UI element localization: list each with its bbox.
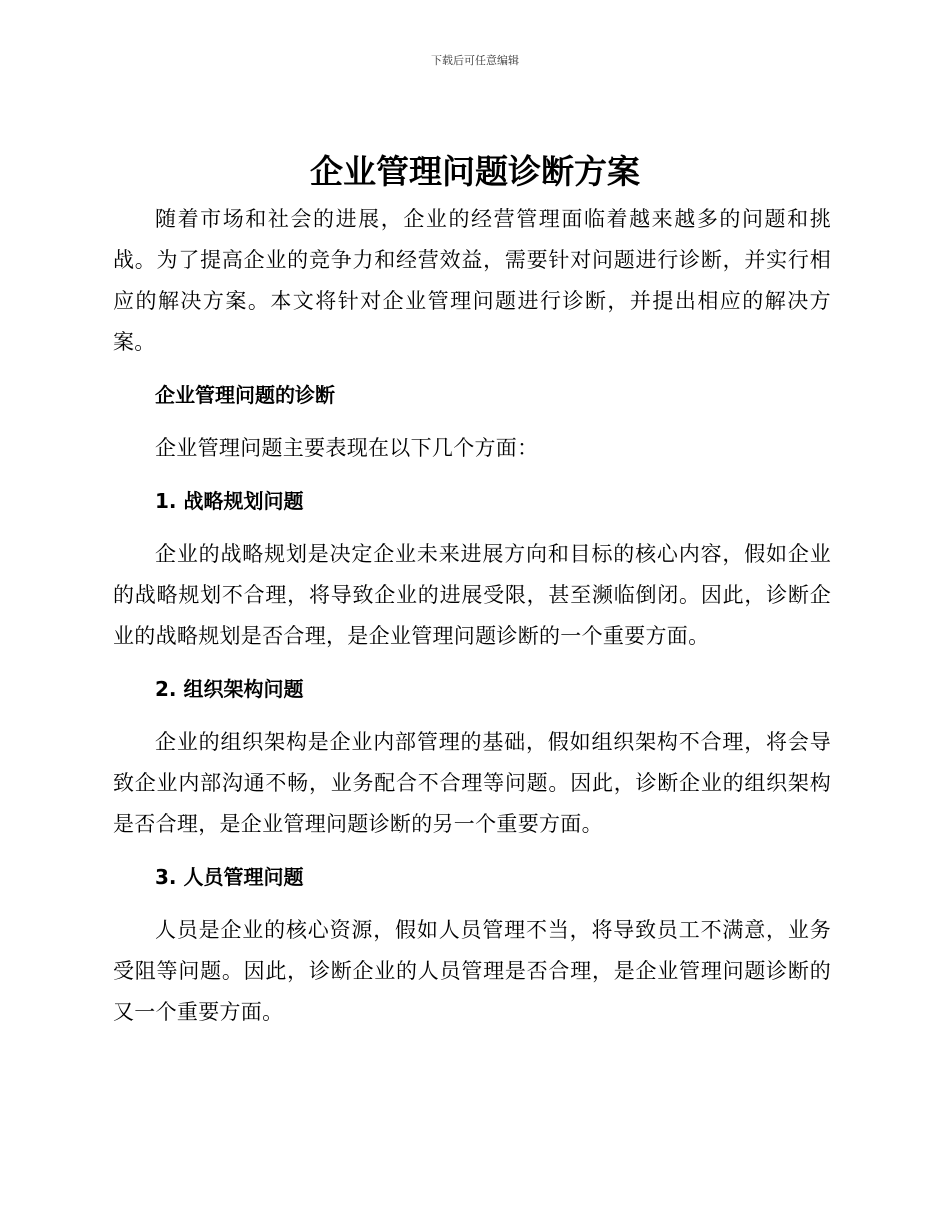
section-intro-paragraph: 企业管理问题主要表现在以下几个方面： xyxy=(155,436,539,460)
item-heading-organization: 2. 组织架构问题 xyxy=(155,677,304,701)
item-body-organization: 企业的组织架构是企业内部管理的基础，假如组织架构不合理，将会导致企业内部沟通不畅，业务配合不合理等问题。因此，诊断企业的组织架构是否合理，是企业管理问题诊断的另一个重要方面。 xyxy=(113,730,831,836)
spacer xyxy=(113,898,831,910)
document-title: 企业管理问题诊断方案 xyxy=(310,152,640,191)
spacer xyxy=(113,416,831,428)
item-heading-strategy: 1. 战略规划问题 xyxy=(155,489,304,513)
spacer xyxy=(113,845,831,857)
spacer xyxy=(113,522,831,534)
spacer xyxy=(113,657,831,669)
spacer xyxy=(113,710,831,722)
item-body-personnel: 人员是企业的核心资源，假如人员管理不当，将导致员工不满意，业务受阻等问题。因此，诊断企业的人员管理是否合理，是企业管理问题诊断的又一个重要方面。 xyxy=(113,918,831,1024)
intro-paragraph: 随着市场和社会的进展，企业的经营管理面临着越来越多的问题和挑战。为了提高企业的竞争力和经营效益，需要针对问题进行诊断，并实行相应的解决方案。本文将针对企业管理问题进行诊断，并提出相应的解决方案。 xyxy=(113,207,831,354)
section-heading: 企业管理问题的诊断 xyxy=(155,383,335,407)
item-body-strategy: 企业的战略规划是决定企业未来进展方向和目标的核心内容，假如企业的战略规划不合理，将导致企业的进展受限，甚至濒临倒闭。因此，诊断企业的战略规划是否合理，是企业管理问题诊断的一个重要方面。 xyxy=(113,542,831,648)
page-header-note: 下载后可任意编辑 xyxy=(431,54,519,67)
spacer xyxy=(113,363,831,375)
item-heading-personnel: 3. 人员管理问题 xyxy=(155,865,304,889)
spacer xyxy=(113,469,831,481)
document-body xyxy=(113,199,831,1033)
